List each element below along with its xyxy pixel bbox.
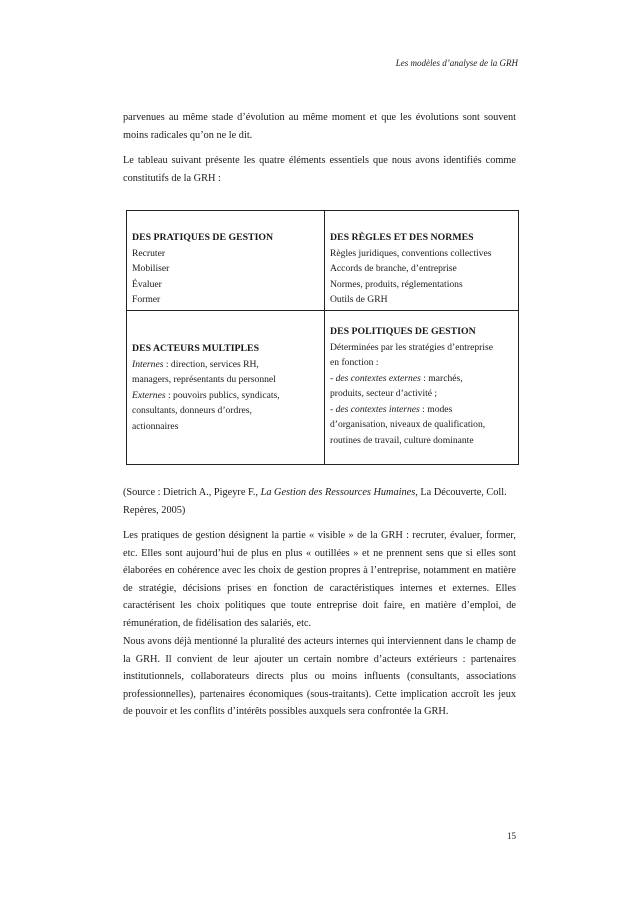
cell-regles-et-normes xyxy=(330,230,518,308)
cell-line: Mobiliser xyxy=(132,263,170,274)
source-prefix: (Source : Dietrich A., Pigeyre F., xyxy=(123,487,261,498)
cell-line: Règles juridiques, conventions collectives xyxy=(330,247,492,259)
cell-line: Normes, produits, réglementations xyxy=(330,278,463,290)
table-horizontal-divider xyxy=(127,310,518,311)
source-citation xyxy=(123,484,516,519)
cell-line: Déterminées par les stratégies d’entreprise xyxy=(330,341,494,353)
cell-line: produits, secteur d’activité ; xyxy=(330,388,438,399)
cell-line xyxy=(330,371,518,387)
externes-label: Externes xyxy=(132,389,166,401)
cell-heading: DES POLITIQUES DE GESTION xyxy=(330,326,476,337)
cell-line xyxy=(330,402,518,418)
cell-heading: DES PRATIQUES DE GESTION xyxy=(132,232,274,243)
paragraph-intro: parvenues au même stade d’évolution au même moment et que les évolutions sont souvent moins radicales qu’on ne le dit. xyxy=(123,112,516,141)
cell-line: Recruter xyxy=(132,247,166,259)
paragraph-pratiques: Les pratiques de gestion désignent la partie « visible » de la GRH : recruter, évaluer, former, etc. Elles sont aujourd’hui de plus en plus « outillées » et ne prennent sens que si elles sont élaborées en cohérence avec les choix de gestion propres à l’entreprise, notamment en matière de stratégie, décisions prises en fonction de caractéristiques internes et externes. Elles caractérisent les choix politiques que toute entreprise doit faire, en matière d’emploi, de rémunération, de fidélisation des salariés, etc. xyxy=(123,530,516,629)
externes-context-text: : marchés, xyxy=(420,372,463,384)
table-vertical-divider xyxy=(324,211,325,464)
cell-acteurs-multiples xyxy=(132,341,320,434)
cell-line: en fonction : xyxy=(330,357,379,368)
cell-line: consultants, donneurs d’ordres, xyxy=(132,405,252,416)
cell-line: Accords de branche, d’entreprise xyxy=(330,263,457,274)
cell-line: managers, représentants du personnel xyxy=(132,374,276,385)
cell-heading: DES RÈGLES ET DES NORMES xyxy=(330,232,474,243)
cell-line: Outils de GRH xyxy=(330,294,388,305)
cell-line: Former xyxy=(132,294,161,305)
cell-line: d’organisation, niveaux de qualification, xyxy=(330,419,486,430)
cell-politiques-de-gestion xyxy=(330,324,518,448)
cell-line xyxy=(132,357,320,373)
source-suffix: , La Découverte, Coll. Repères, 2005) xyxy=(123,487,507,516)
cell-heading: DES ACTEURS MULTIPLES xyxy=(132,343,260,354)
cell-line: actionnaires xyxy=(132,420,179,432)
externes-context-label: des contextes externes xyxy=(335,372,421,384)
internes-context-label: des contextes internes xyxy=(335,403,420,415)
paragraph-table-intro: Le tableau suivant présente les quatre éléments essentiels que nous avons identifiés comme constitutifs de la GRH : xyxy=(123,155,516,184)
internes-context-text: : modes xyxy=(419,403,453,415)
page-number: 15 xyxy=(507,831,516,841)
paragraph-acteurs: Nous avons déjà mentionné la pluralité des acteurs internes qui interviennent dans le champ de la GRH. Il convient de leur ajouter un certain nombre d’acteurs extérieurs : partenaires institutionnels, collaborateurs directs plus ou moins influents (consultants, associations professionnelles), partenaires économiques (sous-traitants). Cette implication accroît les jeux de pouvoir et les conflits d’intérêts possibles auxquels sera confrontée la GRH. xyxy=(123,636,516,717)
running-header: Les modèles d’analyse de la GRH xyxy=(395,58,518,68)
cell-line: routines de travail, culture dominante xyxy=(330,434,474,446)
cell-line xyxy=(132,388,320,404)
dash: - xyxy=(330,403,336,415)
dash: - xyxy=(330,372,336,384)
source-book-title: La Gestion des Ressources Humaines xyxy=(260,487,416,498)
cell-pratiques-de-gestion xyxy=(132,230,320,308)
externes-text: : pouvoirs publics, syndicats, xyxy=(165,389,280,401)
grh-elements-table xyxy=(126,210,519,465)
internes-text: : direction, services RH, xyxy=(163,358,259,370)
internes-label: Internes xyxy=(132,358,164,370)
cell-line: Évaluer xyxy=(132,278,162,290)
